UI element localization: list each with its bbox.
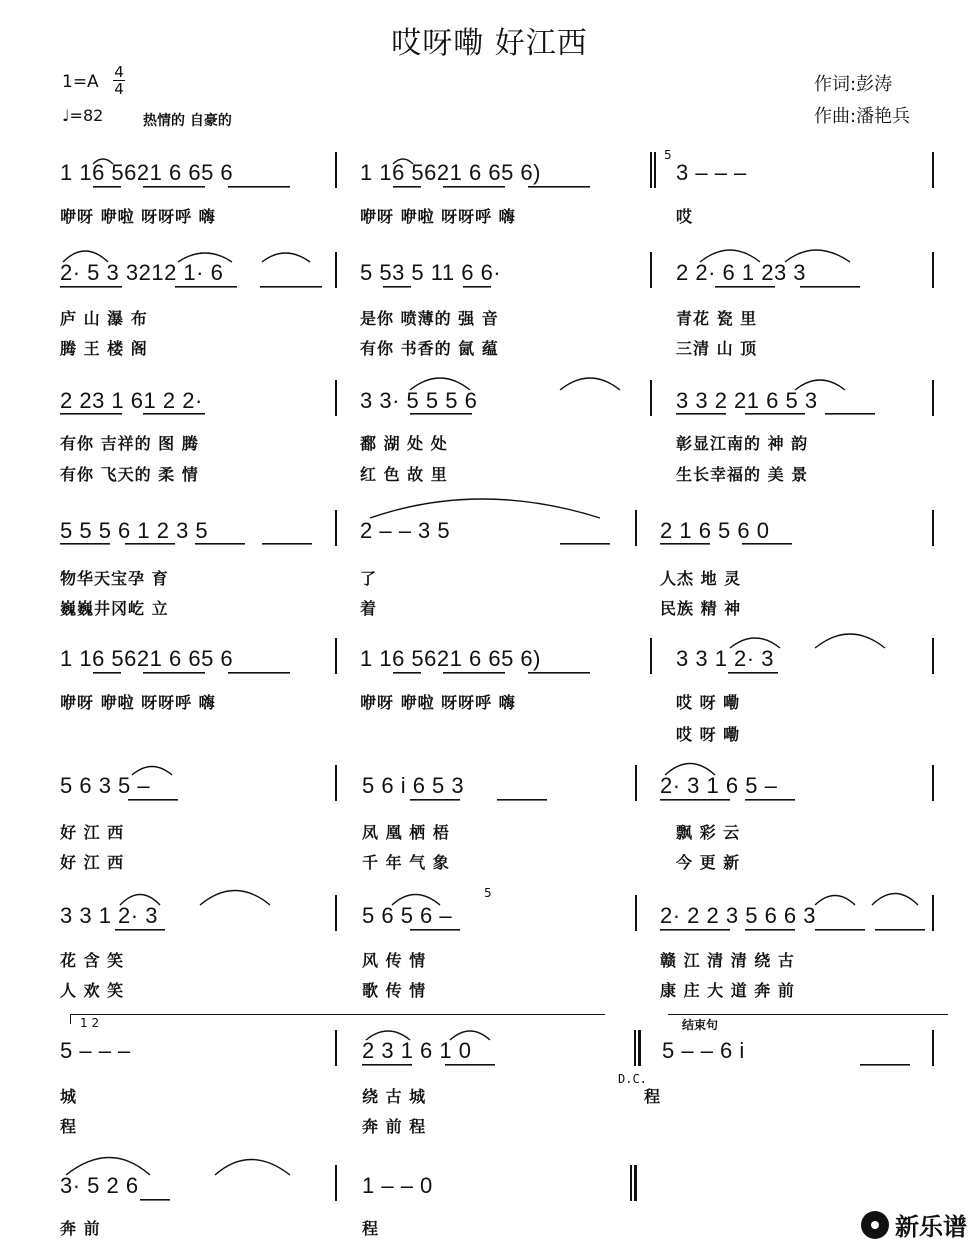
- row8-lyric1-m3: 程: [644, 1087, 662, 1106]
- beam-underline: [60, 543, 110, 545]
- slur: [392, 895, 440, 906]
- row8-measure2-notes: 2 3 1 6 1 0: [362, 1038, 472, 1063]
- beam-underline: [497, 799, 547, 801]
- row3-lyric1-m1: 有你 吉祥的 图 腾: [60, 434, 199, 453]
- composer-credit: 作曲:潘艳兵: [814, 106, 911, 127]
- row2-lyric1-m2: 是你 喷薄的 强 音: [360, 309, 499, 328]
- beam-underline: [660, 543, 710, 545]
- row6-measure3-notes: 2· 3 1 6 5 –: [660, 773, 778, 798]
- beam-underline: [745, 413, 805, 415]
- beam-underline: [393, 672, 421, 674]
- beam-underline: [393, 186, 421, 188]
- beam-underline: [125, 543, 175, 545]
- row4-lyric2-m3: 民族 精 神: [660, 599, 742, 618]
- beam-underline: [140, 1199, 170, 1201]
- row3-lyric2-m3: 生长幸福的 美 景: [676, 465, 809, 484]
- slur: [366, 1031, 410, 1040]
- row5-measure1-notes: 1 16 5621 6 65 6: [60, 646, 234, 671]
- beam-underline: [860, 1064, 910, 1066]
- row6-measure1-notes: 5 6 3 5 –: [60, 773, 151, 798]
- row2-lyric2-m3: 三清 山 顶: [676, 339, 758, 358]
- beam-underline: [143, 186, 205, 188]
- row8-lyric1-m1: 城: [60, 1087, 78, 1106]
- beam-underline: [93, 672, 121, 674]
- row1-measure2-notes: 1 16 5621 6 65 6): [360, 160, 541, 185]
- row2-measure1-notes: 2· 5 3 3212 1· 6: [60, 260, 224, 285]
- expression-marking: 热情的 自豪的: [143, 113, 232, 129]
- slur: [815, 896, 855, 906]
- row5-measure3-notes: 3 3 1 2· 3: [676, 646, 774, 671]
- time-signature-bottom: 4: [114, 80, 124, 98]
- beam-underline: [60, 286, 122, 288]
- row6-lyric1-m1: 好 江 西: [60, 823, 125, 842]
- beam-underline: [443, 186, 505, 188]
- row6-lyric1-m2: 凤 凰 栖 梧: [362, 823, 450, 842]
- grace-note-2: 5: [484, 886, 492, 900]
- beam-underline: [175, 286, 237, 288]
- volta-label: 1 2: [80, 1016, 100, 1030]
- row4-lyric1-m2: 了: [360, 569, 378, 588]
- beam-underline: [143, 413, 205, 415]
- row2-measure2-notes: 5 53 5 11 6 6·: [360, 260, 502, 285]
- site-logo-text: 新乐谱: [895, 1213, 967, 1241]
- beam-underline: [676, 413, 726, 415]
- row2-measure3-notes: 2 2· 6 1 23 3: [676, 260, 807, 285]
- row9-lyric1-m2: 程: [362, 1219, 380, 1238]
- slur: [785, 250, 850, 262]
- row3-lyric1-m3: 彰显江南的 神 韵: [676, 434, 809, 453]
- beam-underline: [528, 186, 590, 188]
- slur: [178, 253, 232, 262]
- slur: [560, 378, 620, 390]
- row6-measure2-notes: 5 6 i 6 5 3: [362, 773, 465, 798]
- row7-lyric2-m1: 人 欢 笑: [60, 981, 125, 1000]
- row7-measure2-notes: 5 6 5 6 –: [362, 903, 453, 928]
- beam-underline: [660, 929, 730, 931]
- row4-measure1-notes: 5 5 5 6 1 2 3 5: [60, 518, 209, 543]
- slur: [120, 895, 160, 906]
- row3-measure2-notes: 3 3· 5 5 5 6: [360, 388, 478, 413]
- lyricist-credit: 作词:彭涛: [814, 74, 893, 95]
- row4-lyric1-m1: 物华天宝孕 育: [60, 569, 169, 588]
- ending-label: 结束句: [682, 1018, 719, 1032]
- beam-underline: [410, 929, 460, 931]
- slur: [872, 894, 918, 906]
- row4-lyric2-m1: 巍巍井冈屹 立: [60, 599, 169, 618]
- beam-underline: [875, 929, 925, 931]
- slur: [410, 378, 470, 390]
- row8-lyric1-m2: 绕 古 城: [362, 1087, 427, 1106]
- row8-measure1-notes: 5 – – –: [60, 1038, 131, 1063]
- row5-lyric2-m3: 哎 呀 嘞: [676, 725, 741, 744]
- time-signature-top: 4: [114, 63, 124, 81]
- slur: [665, 764, 715, 776]
- site-logo: [861, 1207, 967, 1242]
- slur: [450, 1031, 490, 1040]
- beam-underline: [410, 799, 460, 801]
- beam-underline: [195, 543, 245, 545]
- row7-lyric1-m2: 风 传 情: [362, 951, 427, 970]
- beam-underline: [410, 413, 472, 415]
- row7-lyric1-m1: 花 含 笑: [60, 951, 125, 970]
- slur: [370, 499, 600, 518]
- beam-underline: [660, 799, 730, 801]
- row2-lyric1-m3: 青花 瓷 里: [676, 309, 758, 328]
- row9-measure1-notes: 3· 5 2 6: [60, 1173, 139, 1198]
- row4-measure2-notes: 2 – – 3 5: [360, 518, 451, 543]
- beam-underline: [128, 799, 178, 801]
- beam-underline: [800, 286, 860, 288]
- slur: [815, 634, 885, 648]
- row2-lyric2-m2: 有你 书香的 氤 蕴: [360, 339, 499, 358]
- row5-lyric1-m2: 咿呀 咿啦 呀呀呼 嗨: [360, 693, 516, 712]
- row3-lyric1-m2: 鄱 湖 处 处: [360, 434, 448, 453]
- row6-lyric2-m2: 千 年 气 象: [362, 853, 450, 872]
- beam-underline: [742, 543, 792, 545]
- row5-lyric1-m1: 咿呀 咿啦 呀呀呼 嗨: [60, 693, 216, 712]
- beam-underline: [228, 186, 290, 188]
- slur: [66, 1158, 150, 1176]
- beam-underline: [143, 672, 205, 674]
- row9-lyric1-m1: 奔 前: [60, 1219, 101, 1238]
- beam-underline: [528, 672, 590, 674]
- beam-underline: [60, 413, 122, 415]
- row7-measure3-notes: 2· 2 2 3 5 6 6 3: [660, 903, 816, 928]
- row4-measure3-notes: 2 1 6 5 6 0: [660, 518, 770, 543]
- row8-lyric2-m1: 程: [60, 1117, 78, 1136]
- row9-measure2-notes: 1 – – 0: [362, 1173, 433, 1198]
- song-title: 哎呀嘞 好江西: [391, 26, 588, 61]
- row4-lyric1-m3: 人杰 地 灵: [660, 569, 742, 588]
- row1-lyric1-m2: 咿呀 咿啦 呀呀呼 嗨: [360, 207, 516, 226]
- beam-underline: [715, 286, 775, 288]
- row4-lyric2-m2: 着: [360, 599, 378, 618]
- beam-underline: [115, 929, 165, 931]
- row2-lyric2-m1: 腾 王 楼 阁: [60, 339, 148, 358]
- row1-measure3-notes: 3 – – –: [676, 160, 747, 185]
- beam-underline: [560, 543, 610, 545]
- row7-lyric1-m3: 赣 江 清 清 绕 古: [660, 951, 795, 970]
- row8-measure3-notes: 5 – – 6 i: [662, 1038, 745, 1063]
- beam-underline: [745, 929, 795, 931]
- slur: [63, 251, 108, 262]
- row1-measure1-notes: 1 16 5621 6 65 6: [60, 160, 234, 185]
- beam-underline: [445, 1064, 495, 1066]
- row6-lyric2-m3: 今 更 新: [676, 853, 741, 872]
- beam-underline: [383, 286, 411, 288]
- slur: [795, 380, 845, 390]
- row3-lyric2-m2: 红 色 故 里: [360, 465, 448, 484]
- row7-lyric2-m3: 康 庄 大 道 奔 前: [660, 981, 795, 1000]
- row6-lyric2-m1: 好 江 西: [60, 853, 125, 872]
- beam-underline: [443, 672, 505, 674]
- row3-lyric2-m1: 有你 飞天的 柔 情: [60, 465, 199, 484]
- slur: [132, 767, 172, 776]
- slur: [730, 638, 780, 648]
- grace-note-1: 5: [664, 148, 672, 162]
- beam-underline: [728, 672, 778, 674]
- row1-lyric1-m1: 咿呀 咿啦 呀呀呼 嗨: [60, 207, 216, 226]
- key-signature: 1=A: [62, 72, 99, 92]
- row1-lyric1-m3: 哎: [676, 207, 694, 226]
- row3-measure3-notes: 3 3 2 21 6 5 3: [676, 388, 818, 413]
- slur: [700, 250, 760, 262]
- beam-underline: [260, 286, 322, 288]
- beam-underline: [825, 413, 875, 415]
- beam-underline: [362, 1064, 412, 1066]
- row7-measure1-notes: 3 3 1 2· 3: [60, 903, 158, 928]
- dc-marking: D.C.: [618, 1072, 647, 1086]
- beam-underline: [93, 186, 121, 188]
- row6-lyric1-m3: 飘 彩 云: [676, 823, 741, 842]
- slur: [262, 253, 310, 262]
- row2-lyric1-m1: 庐 山 瀑 布: [60, 309, 148, 328]
- row5-lyric1-m3: 哎 呀 嘞: [676, 693, 741, 712]
- beam-underline: [815, 929, 865, 931]
- row3-measure1-notes: 2 23 1 61 2 2·: [60, 388, 203, 413]
- tempo-marking: ♩=82: [62, 106, 104, 125]
- slur: [393, 159, 413, 164]
- beam-underline: [463, 286, 491, 288]
- beam-underline: [228, 672, 290, 674]
- row7-lyric2-m2: 歌 传 情: [362, 981, 427, 1000]
- row5-measure2-notes: 1 16 5621 6 65 6): [360, 646, 541, 671]
- record-icon: [861, 1211, 889, 1239]
- beam-underline: [262, 543, 312, 545]
- beam-underline: [745, 799, 795, 801]
- slur: [215, 1160, 290, 1176]
- row8-lyric2-m2: 奔 前 程: [362, 1117, 427, 1136]
- slur: [200, 891, 270, 906]
- slur: [93, 159, 113, 164]
